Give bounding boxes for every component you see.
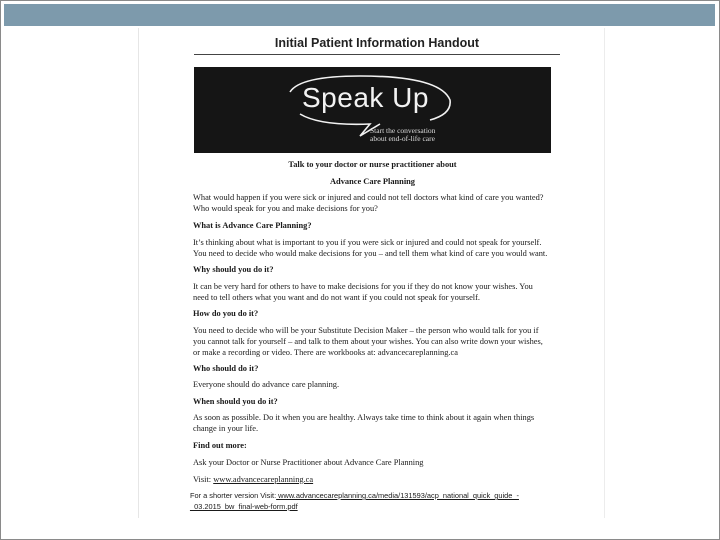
visit-label: Visit:: [193, 475, 212, 484]
section-heading-what: What is Advance Care Planning?: [193, 221, 312, 230]
shorter-version-link[interactable]: www.advancecareplanning.ca/media/131593/acp_national_quick_guide_-: [276, 491, 519, 500]
shorter-version-link-continued[interactable]: _03.2015_bw_final-web-form.pdf: [190, 502, 298, 511]
section-why-line-2: need to tell others what you want and do not want if you could not speak for yourself.: [193, 293, 481, 302]
slide-header-bar: [4, 4, 715, 26]
logo-tagline: [370, 127, 490, 143]
section-how-line-3: or make a recording or video. There are workbooks at: advancecareplanning.ca: [193, 348, 458, 357]
section-heading-how: How do you do it?: [193, 309, 259, 318]
logo-tagline-line-1: Start the conversation: [370, 126, 436, 135]
logo-tagline-line-2: about end-of-life care: [370, 134, 435, 143]
section-find-out-line-1: Ask your Doctor or Nurse Practitioner about Advance Care Planning: [193, 458, 424, 467]
visit-link[interactable]: www.advancecareplanning.ca: [213, 475, 314, 484]
section-who-line-1: Everyone should do advance care planning.: [193, 380, 340, 389]
visit-line: [193, 474, 313, 486]
section-how-line-2: you cannot talk for yourself – and talk to them about your wishes. You can also write down your wishes,: [193, 337, 543, 346]
intro-line-2: Advance Care Planning: [330, 177, 415, 186]
scan-page-edge-left: [138, 28, 139, 518]
section-when-line-2: change in your life.: [193, 424, 259, 433]
intro-question-1: What would happen if you were sick or injured and could not tell doctors what kind of care you wanted?: [193, 193, 544, 202]
section-when-line-1: As soon as possible. Do it when you are healthy. Always take time to think about it again when things: [193, 413, 535, 422]
shorter-version-line: [190, 490, 519, 502]
title-divider: [194, 54, 560, 55]
scan-page-edge-right: [604, 28, 605, 518]
section-why-line-1: It can be very hard for others to have to make decisions for you if they do not know your wishes. You: [193, 282, 533, 291]
shorter-version-label: For a shorter version Visit:: [190, 491, 277, 500]
section-what-line-2: You need to decide who would make decisions for you – and tell them what kind of care you would want.: [193, 249, 548, 258]
section-heading-why: Why should you do it?: [193, 265, 274, 274]
section-how-line-1: You need to decide who will be your Substitute Decision Maker – the person who would talk for you if: [193, 326, 539, 335]
handout-title: Initial Patient Information Handout: [274, 36, 480, 50]
intro-question-2: Who would speak for you and make decisions for you?: [193, 204, 378, 213]
section-what-line-1: It’s thinking about what is important to you if you were sick or injured and could not speak for yourself.: [193, 238, 542, 247]
section-heading-when: When should you do it?: [193, 397, 278, 406]
section-heading-who: Who should do it?: [193, 364, 259, 373]
intro-line-1: Talk to your doctor or nurse practitioner about: [288, 160, 457, 169]
speak-up-logo-text: Speak Up: [302, 82, 429, 113]
section-heading-find-out: Find out more:: [193, 441, 247, 450]
